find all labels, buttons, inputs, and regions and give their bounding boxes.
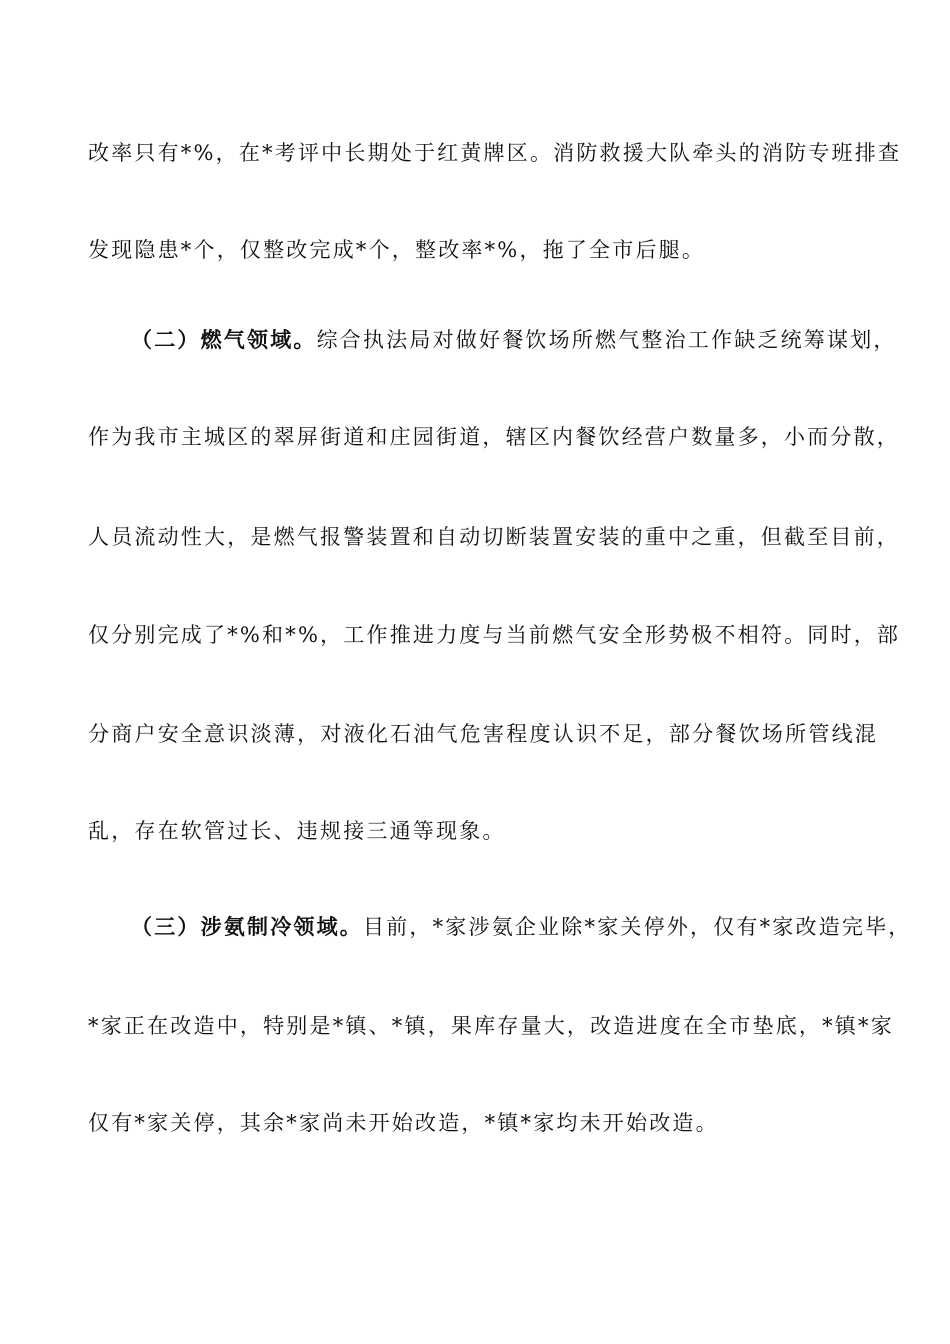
section-heading-line (131, 325, 897, 355)
paragraph-line: 分商户安全意识淡薄，对液化石油气危害程度认识不足，部分餐饮场所管线混 (88, 722, 878, 746)
paragraph-line: 人员流动性大，是燃气报警装置和自动切断装置安装的重中之重，但截至目前， (88, 525, 900, 549)
section-heading: （三）涉氨制冷领域。 (131, 915, 363, 939)
paragraph-line: 改率只有*%，在*考评中长期处于红黄牌区。消防救援大队牵头的消防专班排查 (88, 141, 902, 165)
paragraph-line: 仅有*家关停，其余*家尚未开始改造，*镇*家均未开始改造。 (88, 1111, 719, 1135)
paragraph-line: 作为我市主城区的翠屏街道和庄园街道，辖区内餐饮经营户数量多，小而分散， (88, 425, 900, 449)
paragraph-line: 仅分别完成了*%和*%，工作推进力度与当前燃气安全形势极不相符。同时，部 (88, 623, 901, 647)
paragraph-line: 发现隐患*个，仅整改完成*个，整改率*%，拖了全市后腿。 (88, 238, 706, 262)
paragraph-line: *家正在改造中，特别是*镇、*镇，果库存量大，改造进度在全市垫底，*镇*家 (88, 1014, 894, 1038)
paragraph-line: 乱，存在软管过长、违规接三通等现象。 (88, 819, 506, 843)
paragraph-text: 综合执法局对做好餐饮场所燃气整治工作缺乏统筹谋划， (316, 328, 897, 352)
paragraph-text: 目前，*家涉氨企业除*家关停外，仅有*家改造完毕， (363, 915, 912, 939)
section-heading-line (131, 912, 912, 942)
section-heading: （二）燃气领域。 (131, 328, 317, 352)
